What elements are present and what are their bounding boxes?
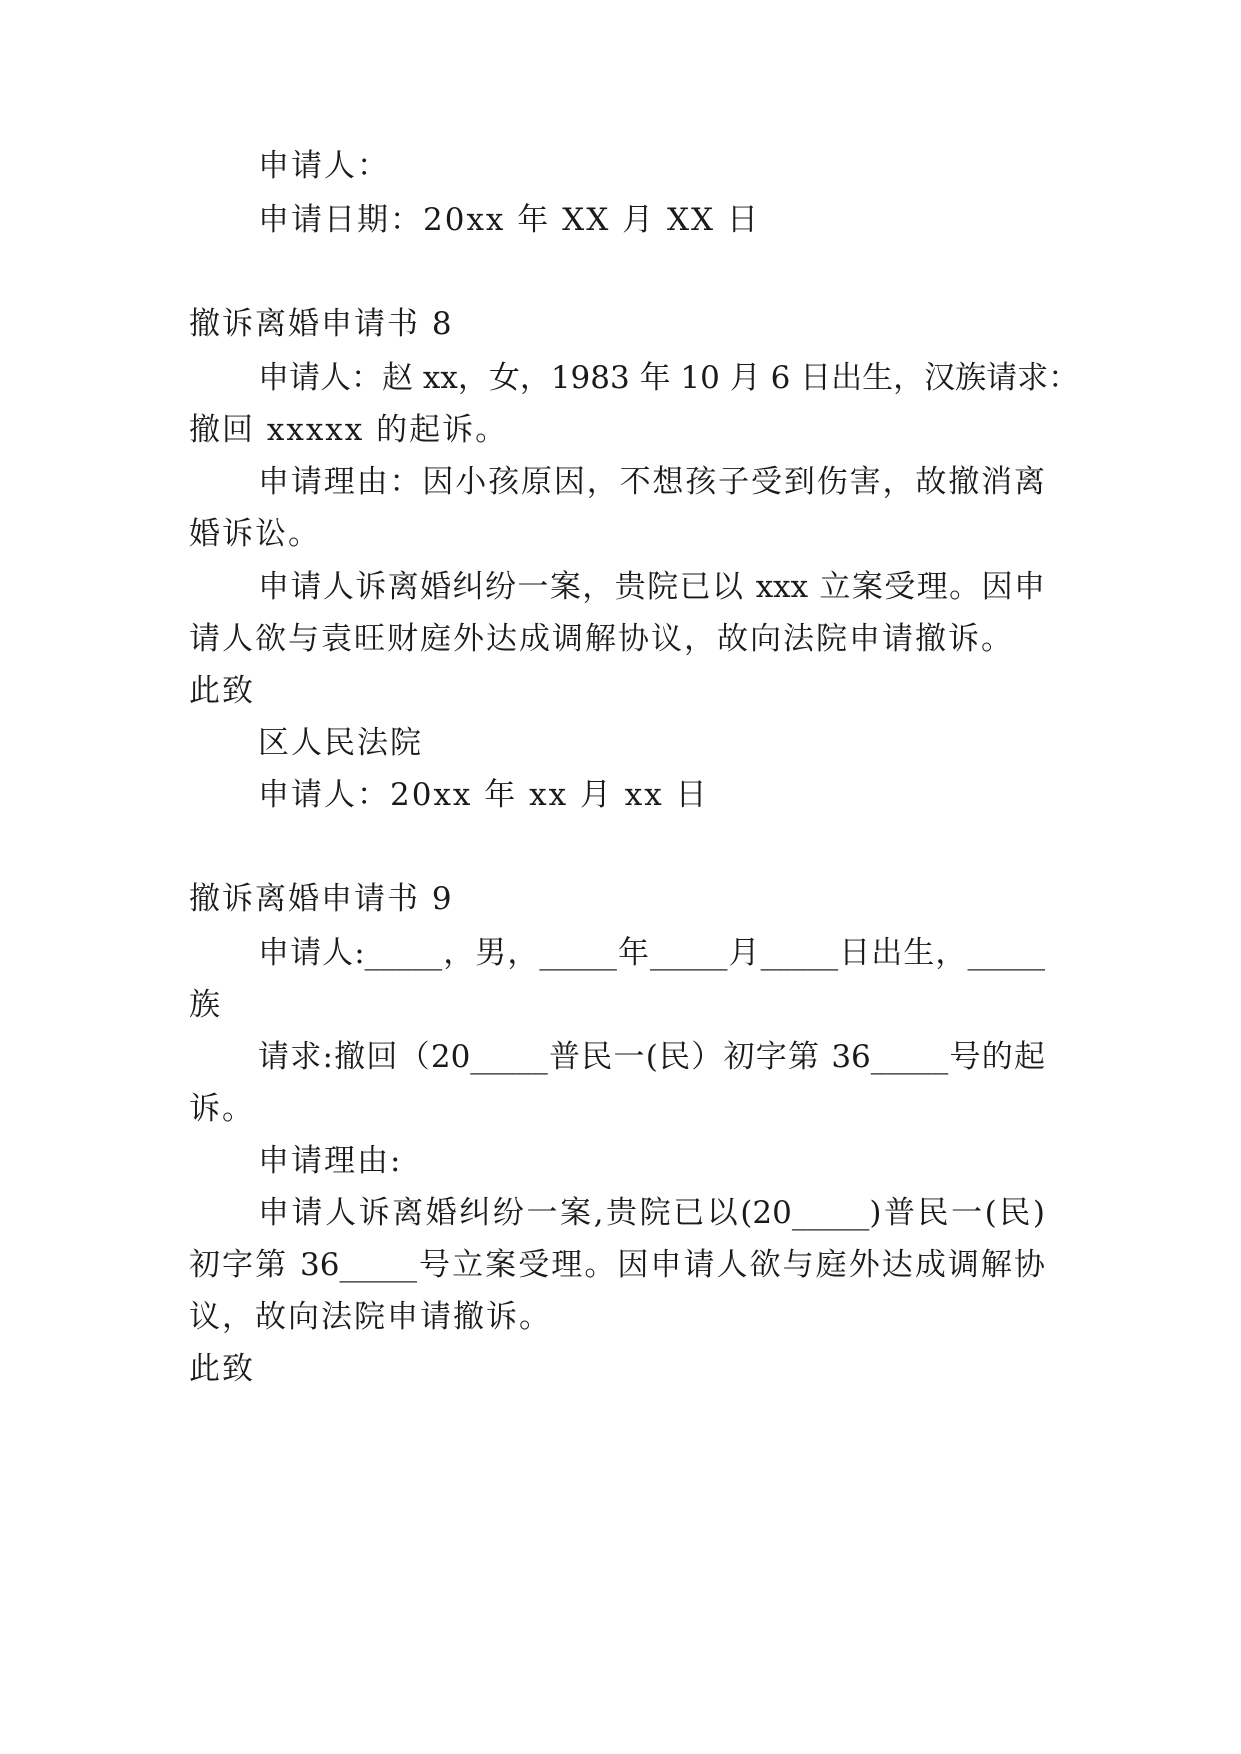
paragraph-line: 申请理由: <box>258 1143 403 1179</box>
paragraph-line: 撤回 xxxxx 的起诉。 <box>189 412 509 448</box>
paragraph-line: 请求:撤回（20_____普民一(民）初字第 36_____号的起 <box>258 1039 1045 1075</box>
paragraph-line: 请人欲与袁旺财庭外达成调解协议，故向法院申请撤诉。 <box>189 621 1014 657</box>
section-title-8: 撤诉离婚申请书 8 <box>189 306 454 342</box>
applicant-label: 申请人： <box>258 148 390 184</box>
paragraph-line: 申请理由：因小孩原因，不想孩子受到伤害，故撤消离 <box>258 464 1045 500</box>
application-date: 申请日期：20xx 年 XX 月 XX 日 <box>258 202 760 238</box>
paragraph-line: 申请人：赵 xx，女，1983 年 10 月 6 日出生，汉族请求： <box>258 360 1080 396</box>
paragraph-line: 申请人:_____，男，_____年_____月_____日出生，_____ <box>258 935 1045 971</box>
paragraph-line: 申请人诉离婚纠纷一案,贵院已以(20_____)普民一(民) <box>258 1195 1045 1231</box>
paragraph-line: 初字第 36_____号立案受理。因申请人欲与庭外达成调解协 <box>189 1247 1045 1283</box>
paragraph-line: 婚诉讼。 <box>189 516 321 552</box>
applicant-date: 申请人：20xx 年 xx 月 xx 日 <box>258 777 709 813</box>
salutation: 此致 <box>189 1351 255 1387</box>
section-title-9: 撤诉离婚申请书 9 <box>189 881 454 917</box>
paragraph-line: 族 <box>189 987 222 1023</box>
paragraph-line: 诉。 <box>189 1091 255 1127</box>
court-name: 区人民法院 <box>258 725 423 761</box>
paragraph-line: 议，故向法院申请撤诉。 <box>189 1299 552 1335</box>
salutation: 此致 <box>189 673 255 709</box>
paragraph-line: 申请人诉离婚纠纷一案，贵院已以 xxx 立案受理。因申 <box>258 569 1045 605</box>
